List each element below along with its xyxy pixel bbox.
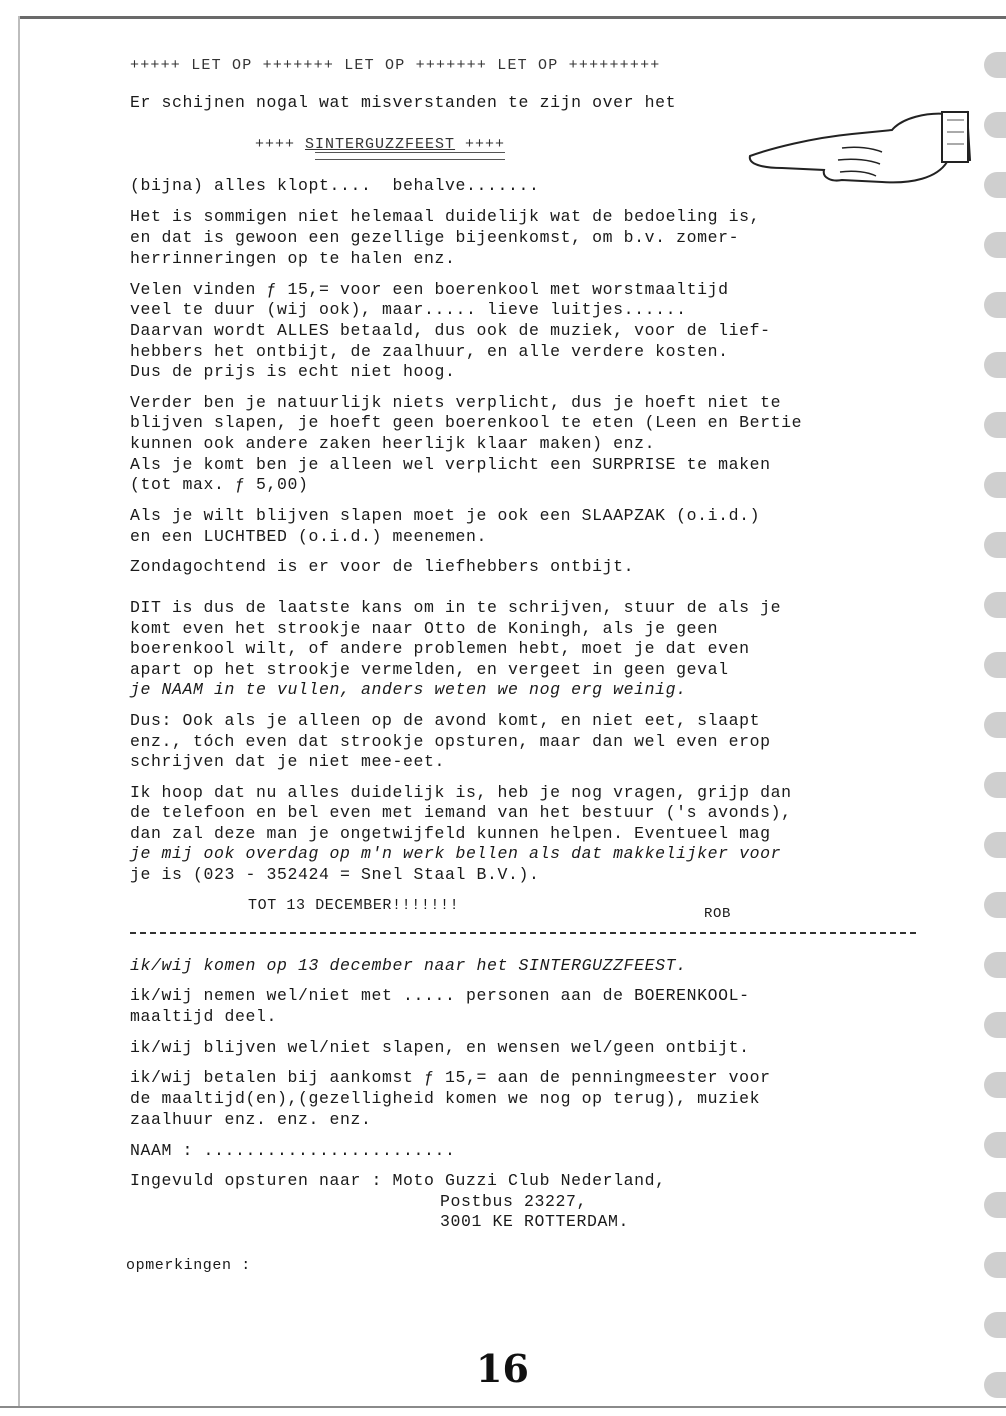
- body-line: je is (023 - 352424 = Snel Staal B.V.).: [130, 865, 540, 884]
- page-top-edge: [18, 16, 1006, 19]
- send-to-line: Ingevuld opsturen naar : Moto Guzzi Club Nederland,: [130, 1171, 666, 1190]
- body-line: DIT is dus de laatste kans om in te schrijven, stuur de als je: [130, 598, 782, 617]
- body-line: de telefoon en bel even met iemand van het bestuur ('s avonds),: [130, 803, 792, 822]
- body-line: dan zal deze man je ongetwijfeld kunnen helpen. Eventueel mag: [130, 824, 771, 843]
- name-field[interactable]: NAAM : ........................: [130, 1141, 456, 1160]
- closing-line: TOT 13 DECEMBER!!!!!!!: [248, 897, 460, 914]
- body-line: schrijven dat je niet mee-eet.: [130, 752, 446, 771]
- body-line: (bijna) alles klopt.... behalve.......: [130, 176, 540, 195]
- body-line: Ik hoop dat nu alles duidelijk is, heb je nog vragen, grijp dan: [130, 783, 792, 802]
- remarks-field[interactable]: opmerkingen :: [126, 1257, 251, 1274]
- body-line: Dus de prijs is echt niet hoog.: [130, 362, 456, 381]
- page-bottom-edge: [0, 1406, 1006, 1408]
- body-line: enz., tóch even dat strookje opsturen, maar dan wel even erop: [130, 732, 771, 751]
- body-line: blijven slapen, je hoeft geen boerenkool te eten (Leen en Bertie: [130, 413, 803, 432]
- form-line-payment-cont2: zaalhuur enz. enz. enz.: [130, 1110, 372, 1129]
- pointing-hand-icon: [742, 108, 972, 188]
- form-line-attend: ik/wij komen op 13 december naar het SINTERGUZZFEEST.: [130, 956, 687, 975]
- body-line: je mij ook overdag op m'n werk bellen als dat makkelijker voor: [130, 844, 782, 863]
- form-line-meal: ik/wij nemen wel/niet met ..... personen aan de BOERENKOOL-: [130, 986, 750, 1005]
- title-double-underline: [315, 152, 505, 160]
- body-line: kunnen ook andere zaken heerlijk klaar maken) enz.: [130, 434, 656, 453]
- warning-header: +++++ LET OP +++++++ LET OP +++++++ LET OP +++++++++: [130, 57, 661, 74]
- event-title: ++++ SINTERGUZZFEEST ++++: [255, 136, 506, 153]
- body-line: Als je wilt blijven slapen moet je ook een SLAAPZAK (o.i.d.): [130, 506, 761, 525]
- page-number: 16: [476, 1346, 529, 1391]
- signature: ROB: [704, 906, 732, 922]
- form-line-payment: ik/wij betalen bij aankomst ƒ 15,= aan de penningmeester voor: [130, 1068, 771, 1087]
- body-line: Zondagochtend is er voor de liefhebbers ontbijt.: [130, 557, 635, 576]
- body-line: Verder ben je natuurlijk niets verplicht, dus je hoeft niet te: [130, 393, 782, 412]
- cut-line: [130, 932, 916, 934]
- body-line: apart op het strookje vermelden, en vergeet in geen geval: [130, 660, 729, 679]
- body-line: komt even het strookje naar Otto de Koningh, als je geen: [130, 619, 719, 638]
- body-line: Daarvan wordt ALLES betaald, dus ook de muziek, voor de lief-: [130, 321, 771, 340]
- binder-holes: [976, 0, 1006, 1416]
- body-line: herrinneringen op te halen enz.: [130, 249, 456, 268]
- body-line: Velen vinden ƒ 15,= voor een boerenkool met worstmaaltijd: [130, 280, 729, 299]
- page-left-edge: [18, 16, 20, 1406]
- address-postbus: Postbus 23227,: [440, 1192, 588, 1211]
- body-line: (tot max. ƒ 5,00): [130, 475, 309, 494]
- body-line: en een LUCHTBED (o.i.d.) meenemen.: [130, 527, 488, 546]
- body-line: veel te duur (wij ook), maar..... lieve luitjes......: [130, 300, 687, 319]
- body-line: en dat is gewoon een gezellige bijeenkomst, om b.v. zomer-: [130, 228, 740, 247]
- body-line: Het is sommigen niet helemaal duidelijk wat de bedoeling is,: [130, 207, 761, 226]
- body-line: Als je komt ben je alleen wel verplicht een SURPRISE te maken: [130, 455, 771, 474]
- body-line: je NAAM in te vullen, anders weten we nog erg weinig.: [130, 680, 687, 699]
- form-line-sleep: ik/wij blijven wel/niet slapen, en wensen wel/geen ontbijt.: [130, 1038, 750, 1057]
- body-line: boerenkool wilt, of andere problemen hebt, moet je dat even: [130, 639, 750, 658]
- form-line-payment-cont: de maaltijd(en),(gezelligheid komen we nog op terug), muziek: [130, 1089, 761, 1108]
- intro-line: Er schijnen nogal wat misverstanden te zijn over het: [130, 93, 677, 112]
- form-line-meal-cont: maaltijd deel.: [130, 1007, 278, 1026]
- address-city: 3001 KE ROTTERDAM.: [440, 1212, 630, 1231]
- body-line: hebbers het ontbijt, de zaalhuur, en alle verdere kosten.: [130, 342, 729, 361]
- body-line: Dus: Ook als je alleen op de avond komt, en niet eet, slaapt: [130, 711, 761, 730]
- event-title-name: SINTERGUZZFEEST: [305, 136, 456, 153]
